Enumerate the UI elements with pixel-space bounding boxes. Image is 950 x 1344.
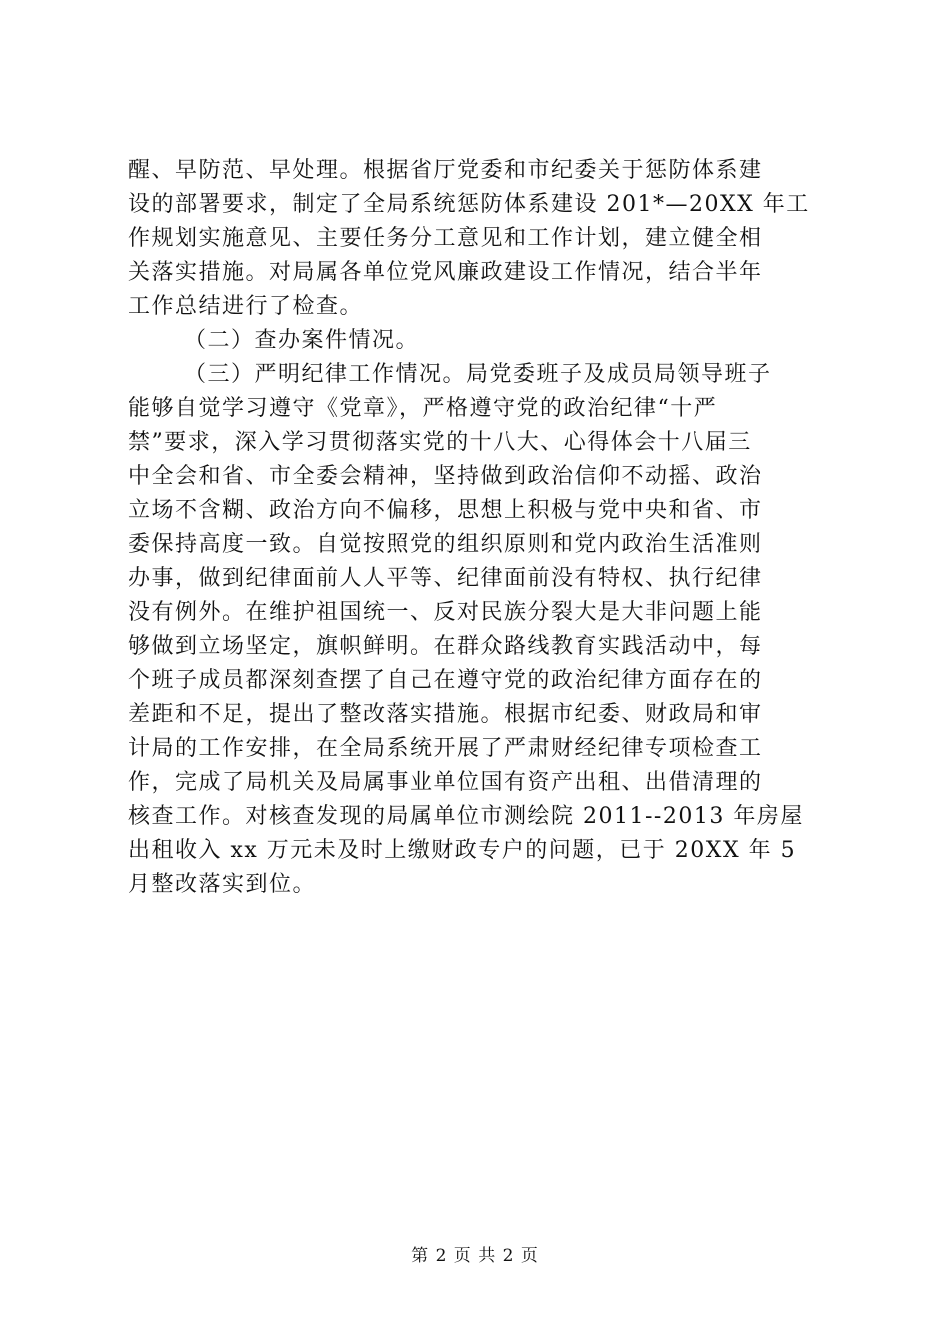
section-heading-case-handling: （二）查办案件情况。 — [184, 328, 420, 353]
page-number-footer: 第 2 页 共 2 页 — [411, 1246, 539, 1266]
text-line: 月整改落实到位。 — [128, 872, 317, 897]
text-line: 作规划实施意见、主要任务分工意见和工作计划，建立健全相 — [128, 226, 763, 251]
text-line: 个班子成员都深刻查摆了自己在遵守党的政治纪律方面存在的 — [128, 668, 763, 693]
text-line: 作，完成了局机关及局属事业单位国有资产出租、出借清理的 — [128, 770, 763, 795]
text-line: 中全会和省、市全委会精神，坚持做到政治信仰不动摇、政治 — [128, 464, 763, 489]
document-body — [128, 154, 828, 902]
text-line: 没有例外。在维护祖国统一、反对民族分裂大是大非问题上能 — [128, 600, 763, 625]
text-line: 醒、早防范、早处理。根据省厅党委和市纪委关于惩防体系建 — [128, 158, 763, 183]
text-line: 禁”要求，深入学习贯彻落实党的十八大、心得体会十八届三 — [128, 430, 752, 455]
text-line: 立场不含糊、政治方向不偏移，思想上积极与党中央和省、市 — [128, 498, 763, 523]
text-line: 关落实措施。对局属各单位党风廉政建设工作情况，结合半年 — [128, 260, 763, 285]
text-line: 核查工作。对核查发现的局属单位市测绘院 2011--2013 年房屋 — [128, 804, 804, 829]
text-line: 设的部署要求，制定了全局系统惩防体系建设 201*—20XX 年工 — [128, 192, 810, 217]
section-heading-discipline: （三）严明纪律工作情况。局党委班子及成员局领导班子 — [184, 362, 772, 387]
text-line: 办事，做到纪律面前人人平等、纪律面前没有特权、执行纪律 — [128, 566, 763, 591]
text-line: 差距和不足，提出了整改落实措施。根据市纪委、财政局和审 — [128, 702, 763, 727]
text-line: 出租收入 xx 万元未及时上缴财政专户的问题，已于 20XX 年 5 — [128, 838, 797, 863]
text-line: 工作总结进行了检查。 — [128, 294, 364, 319]
text-line: 够做到立场坚定，旗帜鲜明。在群众路线教育实践活动中，每 — [128, 634, 763, 659]
text-line: 计局的工作安排，在全局系统开展了严肃财经纪律专项检查工 — [128, 736, 763, 761]
text-line: 能够自觉学习遵守《党章》，严格遵守党的政治纪律“十严 — [128, 396, 718, 421]
text-line: 委保持高度一致。自觉按照党的组织原则和党内政治生活准则 — [128, 532, 763, 557]
